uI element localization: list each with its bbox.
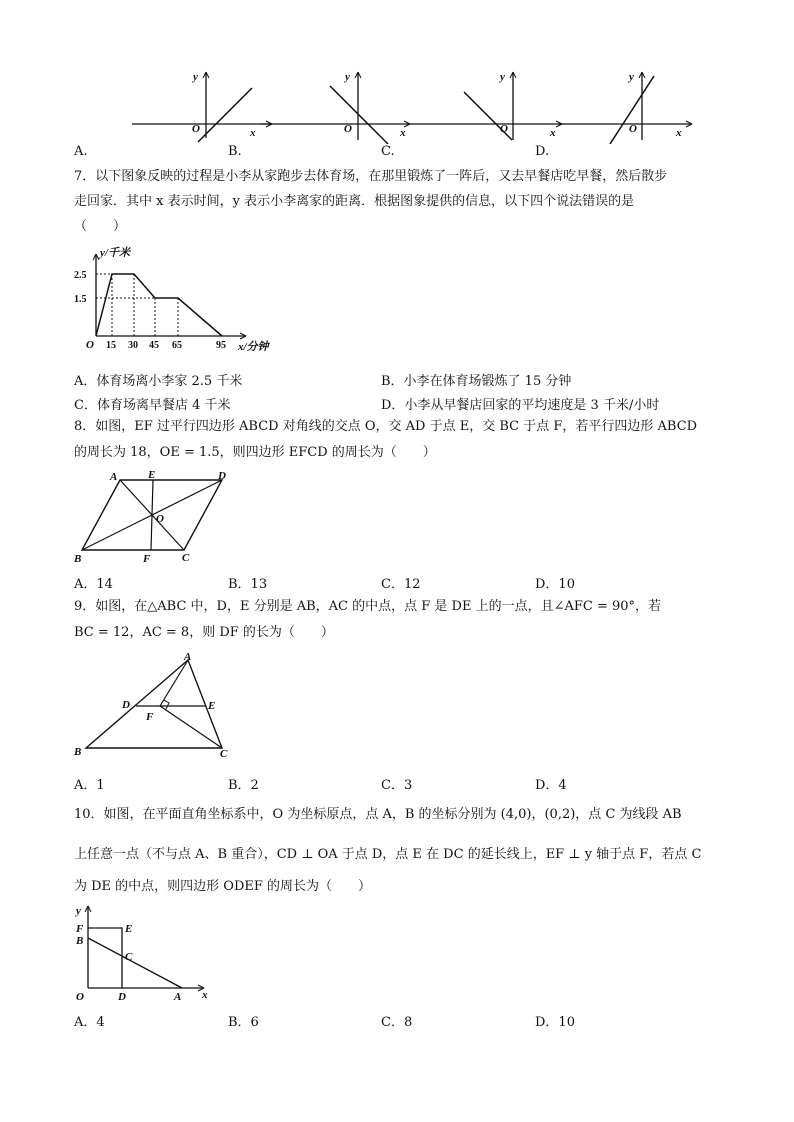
y-tick-2-5: 2.5 bbox=[74, 270, 87, 281]
q7-answer-paren: （ ） bbox=[74, 219, 127, 234]
point-b-label: B bbox=[74, 746, 82, 758]
q8-option-b[interactable]: B．13 bbox=[228, 577, 268, 592]
x-label: x bbox=[400, 127, 406, 139]
q9-option-c[interactable]: C．3 bbox=[381, 778, 413, 793]
distance-time-graph bbox=[96, 274, 222, 336]
point-b-label: B bbox=[74, 553, 82, 565]
point-e-label: E bbox=[208, 700, 216, 712]
q10-option-a[interactable]: A．4 bbox=[74, 1015, 105, 1030]
q10-figure bbox=[70, 902, 220, 1004]
q10-stem-line2: 上任意一点（不与点 A、B 重合），CD ⊥ OA 于点 D，点 E 在 DC 的延长线上，EF ⊥ y 轴于点 F，若点 C bbox=[74, 847, 702, 862]
q9-option-a[interactable]: A．1 bbox=[74, 778, 105, 793]
point-o-label: O bbox=[156, 513, 164, 525]
q6-graphs bbox=[60, 64, 700, 162]
origin-label: O bbox=[500, 123, 508, 135]
origin-label: O bbox=[86, 339, 94, 351]
guide-lines bbox=[96, 274, 178, 336]
y-label: y bbox=[345, 71, 350, 83]
point-b-label: B bbox=[76, 935, 84, 947]
q9-stem-line1: 9．如图，在△ABC 中，D，E 分别是 AB，AC 的中点，点 F 是 DE 上的一点，且∠AFC = 90°，若 bbox=[74, 599, 662, 614]
q7-stem-line1: 7．以下图象反映的过程是小李从家跑步去体育场，在那里锻炼了一阵后，又去早餐店吃早餐，然后散步 bbox=[74, 169, 668, 184]
point-f-label: F bbox=[143, 553, 151, 565]
q6-option-b[interactable]: B. bbox=[228, 144, 242, 159]
segment-af bbox=[160, 660, 188, 706]
right-angle-mark bbox=[164, 700, 169, 709]
segment-fc bbox=[160, 706, 222, 748]
point-e-label: E bbox=[148, 469, 156, 481]
y-label: y bbox=[500, 71, 505, 83]
q10-option-c[interactable]: C．8 bbox=[381, 1015, 413, 1030]
point-c-label: C bbox=[125, 951, 133, 963]
q10-stem-line1: 10．如图，在平面直角坐标系中，O 为坐标原点，点 A，B 的坐标分别为 (4,0)，(0,2)，点 C 为线段 AB bbox=[74, 807, 682, 822]
point-f-label: F bbox=[146, 711, 154, 723]
q10-option-b[interactable]: B．6 bbox=[228, 1015, 259, 1030]
x-label: x bbox=[676, 127, 682, 139]
q7-chart bbox=[70, 244, 290, 359]
y-label: y bbox=[193, 71, 198, 83]
q6-graph-c bbox=[400, 64, 570, 144]
y-tick-1-5: 1.5 bbox=[74, 294, 87, 305]
point-a-label: A bbox=[174, 991, 182, 1003]
q6-graph-b bbox=[250, 64, 420, 144]
x-label: x bbox=[250, 127, 256, 139]
point-d-label: D bbox=[118, 991, 126, 1003]
q9-figure bbox=[70, 652, 240, 760]
q8-figure bbox=[70, 468, 240, 566]
q8-option-a[interactable]: A．14 bbox=[74, 577, 113, 592]
x-tick-15: 15 bbox=[106, 340, 116, 351]
graph-line bbox=[330, 86, 388, 144]
rectangle-odef bbox=[88, 928, 122, 988]
y-axis-label: y bbox=[76, 905, 81, 917]
x-tick-45: 45 bbox=[149, 340, 159, 351]
q9-stem-line2: BC = 12，AC = 8，则 DF 的长为（ ） bbox=[74, 625, 334, 640]
point-c-label: C bbox=[182, 552, 190, 564]
y-label: y bbox=[629, 71, 634, 83]
point-d-label: D bbox=[218, 470, 226, 482]
origin-label: O bbox=[629, 123, 637, 135]
q8-option-d[interactable]: D．10 bbox=[535, 577, 575, 592]
q9-option-d[interactable]: D．4 bbox=[535, 778, 567, 793]
x-axis-label: x bbox=[202, 989, 208, 1001]
q7-option-d[interactable]: D．小李从早餐店回家的平均速度是 3 千米/小时 bbox=[381, 398, 660, 413]
q6-option-c[interactable]: C. bbox=[381, 144, 395, 159]
q6-option-a[interactable]: A. bbox=[74, 144, 88, 159]
point-e-label: E bbox=[125, 923, 133, 935]
origin-label: O bbox=[192, 123, 200, 135]
point-f-label: F bbox=[76, 923, 84, 935]
point-a-label: A bbox=[184, 652, 192, 663]
q6-option-d[interactable]: D. bbox=[535, 144, 550, 159]
q7-option-c[interactable]: C．体育场离早餐店 4 千米 bbox=[74, 398, 231, 413]
q10-stem-line3: 为 DE 的中点，则四边形 ODEF 的周长为（ ） bbox=[74, 879, 372, 894]
point-d-label: D bbox=[122, 699, 130, 711]
x-tick-65: 65 bbox=[172, 340, 182, 351]
point-a-label: A bbox=[110, 471, 118, 483]
x-tick-95: 95 bbox=[216, 340, 226, 351]
q8-stem-line1: 8．如图，EF 过平行四边形 ABCD 对角线的交点 O，交 AD 于点 E，交 BC 于点 F，若平行四边形 ABCD bbox=[74, 419, 698, 434]
q8-stem-line2: 的周长为 18，OE = 1.5，则四边形 EFCD 的周长为（ ） bbox=[74, 445, 436, 460]
x-tick-30: 30 bbox=[128, 340, 138, 351]
point-c-label: C bbox=[220, 748, 228, 760]
q10-option-d[interactable]: D．10 bbox=[535, 1015, 575, 1030]
q9-option-b[interactable]: B．2 bbox=[228, 778, 259, 793]
y-axis-label: y/千米 bbox=[100, 247, 130, 259]
x-axis-label: x/分钟 bbox=[238, 341, 269, 353]
origin-label: O bbox=[76, 991, 84, 1003]
origin-label: O bbox=[344, 123, 352, 135]
x-label: x bbox=[550, 127, 556, 139]
q7-option-a[interactable]: A．体育场离小李家 2.5 千米 bbox=[74, 374, 243, 389]
q8-option-c[interactable]: C．12 bbox=[381, 577, 421, 592]
q6-graph-d bbox=[550, 64, 700, 144]
q7-option-b[interactable]: B．小李在体育场锻炼了 15 分钟 bbox=[381, 374, 572, 389]
q7-stem-line2: 走回家．其中 x 表示时间，y 表示小李离家的距离．根据图象提供的信息，以下四个说法错误的是 bbox=[74, 194, 635, 209]
segment-ab bbox=[88, 938, 182, 988]
